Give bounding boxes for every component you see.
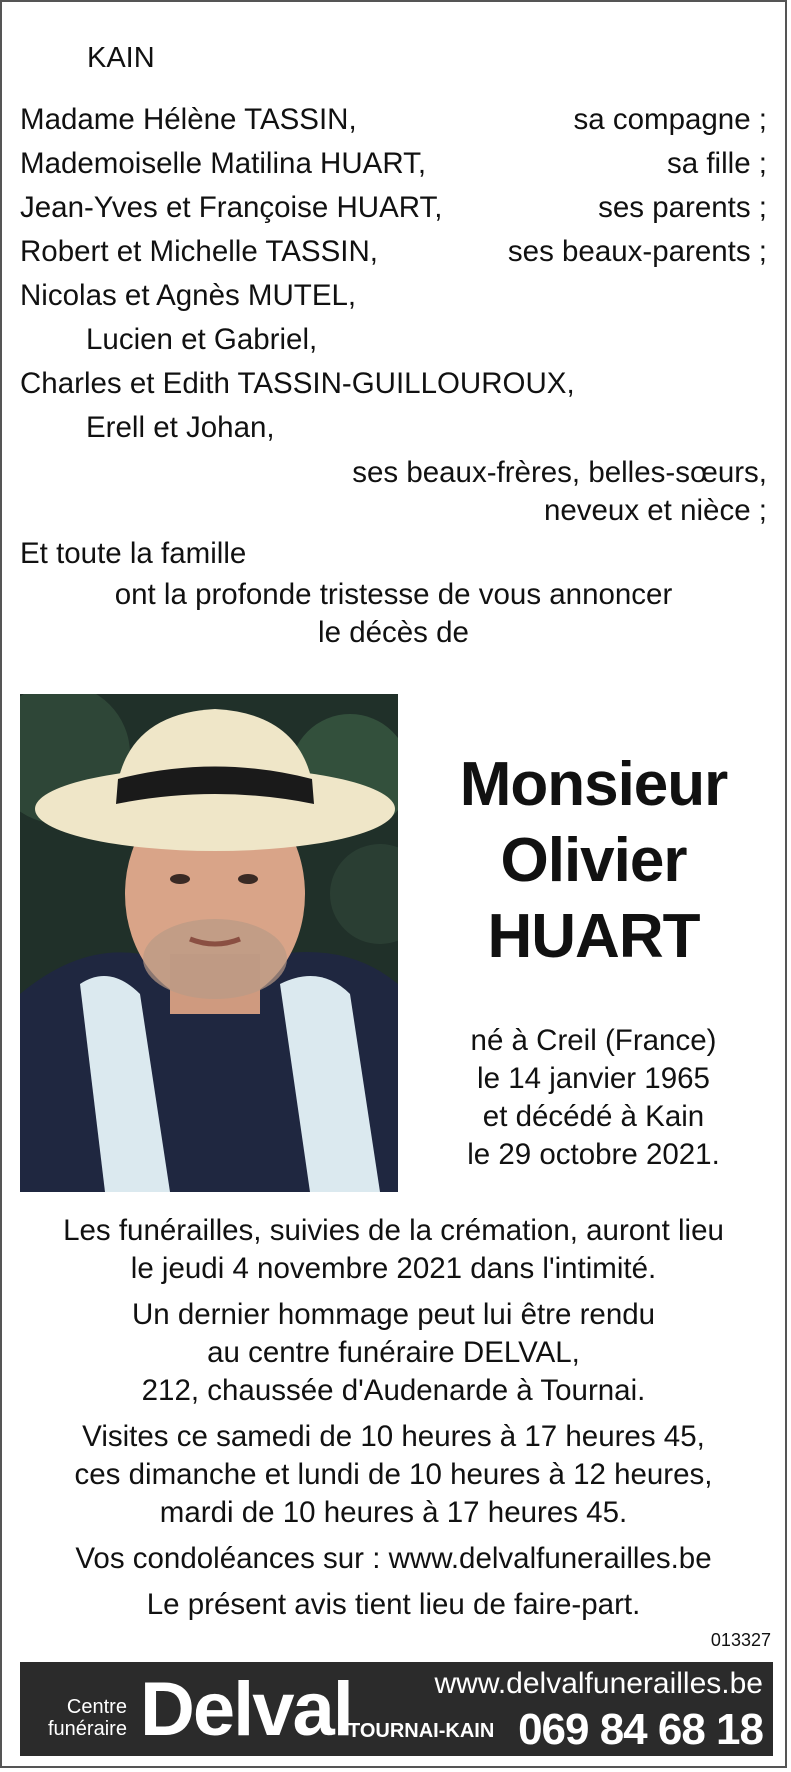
family-member-relation: ses beaux-parents ;: [507, 235, 767, 268]
died-place: et décédé à Kain: [482, 1100, 705, 1133]
family-member-name: Madame Hélène TASSIN,: [20, 103, 357, 136]
family-row: [20, 362, 767, 406]
family-member-name: Nicolas et Agnès MUTEL,: [20, 279, 357, 312]
family-row: [20, 230, 767, 274]
whole-family: [20, 532, 767, 576]
deceased-photo: [20, 694, 398, 1192]
condolences-line: Vos condoléances sur : www.delvalfunerailles.be: [75, 1542, 712, 1575]
city-heading: KAIN: [87, 42, 155, 74]
brand-logo: Delval: [140, 1667, 352, 1752]
reference-number: 013327: [710, 1630, 771, 1650]
website-link[interactable]: www.delvalfunerailles.be: [434, 1667, 763, 1700]
life-dates: [412, 1022, 775, 1174]
visits-line: mardi de 10 heures à 17 heures 45.: [159, 1496, 628, 1529]
family-member-name: Jean-Yves et Françoise HUART,: [20, 191, 443, 224]
centre-label-line: Centre: [66, 1696, 127, 1718]
announcement: [20, 576, 767, 652]
funeral-paragraph: [12, 1212, 775, 1288]
visits-paragraph: [12, 1418, 775, 1532]
visits-line: Visites ce samedi de 10 heures à 17 heures 45,: [82, 1420, 705, 1453]
tribute-line: 212, chaussée d'Audenarde à Tournai.: [141, 1374, 646, 1407]
family-member-relation: ses parents ;: [598, 191, 767, 224]
deceased-name: [412, 747, 775, 975]
funeral-home-banner: [20, 1662, 773, 1756]
visits-line: ces dimanche et lundi de 10 heures à 12 heures,: [74, 1458, 713, 1491]
notice-line: Le présent avis tient lieu de faire-part.: [146, 1588, 641, 1621]
funeral-info: [12, 1212, 775, 1632]
died-date: le 29 octobre 2021.: [467, 1138, 720, 1171]
family-member-name: Lucien et Gabriel,: [86, 323, 318, 356]
siblings-relation-line: neveux et nièce ;: [543, 494, 767, 527]
phone-number[interactable]: 069 84 68 18: [518, 1705, 763, 1754]
tribute-paragraph: [12, 1296, 775, 1410]
deceased-last-name: HUART: [487, 902, 700, 971]
family-list: [20, 98, 767, 652]
siblings-relation: [20, 454, 767, 530]
siblings-relation-line: ses beaux-frères, belles-sœurs,: [352, 456, 767, 489]
whole-family-text: Et toute la famille: [20, 537, 247, 570]
town-label: TOURNAI-KAIN: [348, 1720, 495, 1742]
family-member-name: Robert et Michelle TASSIN,: [20, 235, 378, 268]
family-row: [20, 142, 767, 186]
born-date: le 14 janvier 1965: [477, 1062, 710, 1095]
family-member-name: Erell et Johan,: [86, 411, 275, 444]
family-row: [20, 274, 767, 318]
family-row: [20, 318, 767, 362]
deceased-title: Monsieur: [459, 750, 728, 819]
portrait-illustration: [20, 694, 398, 1192]
family-row: [20, 186, 767, 230]
family-member-relation: sa compagne ;: [573, 103, 767, 136]
born-place: né à Creil (France): [470, 1024, 717, 1057]
announcement-line: ont la profonde tristesse de vous annoncer: [114, 578, 673, 611]
centre-label: [48, 1696, 127, 1740]
tribute-line: au centre funéraire DELVAL,: [207, 1336, 580, 1369]
centre-label-line: funéraire: [48, 1718, 127, 1740]
family-member-name: Mademoiselle Matilina HUART,: [20, 147, 427, 180]
family-member-relation: sa fille ;: [666, 147, 767, 180]
funeral-line: le jeudi 4 novembre 2021 dans l'intimité.: [130, 1252, 657, 1285]
announcement-line: le décès de: [318, 616, 469, 649]
funeral-line: Les funérailles, suivies de la crémation, auront lieu: [63, 1214, 724, 1247]
tribute-line: Un dernier hommage peut lui être rendu: [131, 1298, 656, 1331]
family-member-name: Charles et Edith TASSIN-GUILLOUROUX,: [20, 367, 575, 400]
family-row: [20, 406, 767, 450]
family-row: [20, 98, 767, 142]
deceased-first-name: Olivier: [500, 826, 687, 895]
